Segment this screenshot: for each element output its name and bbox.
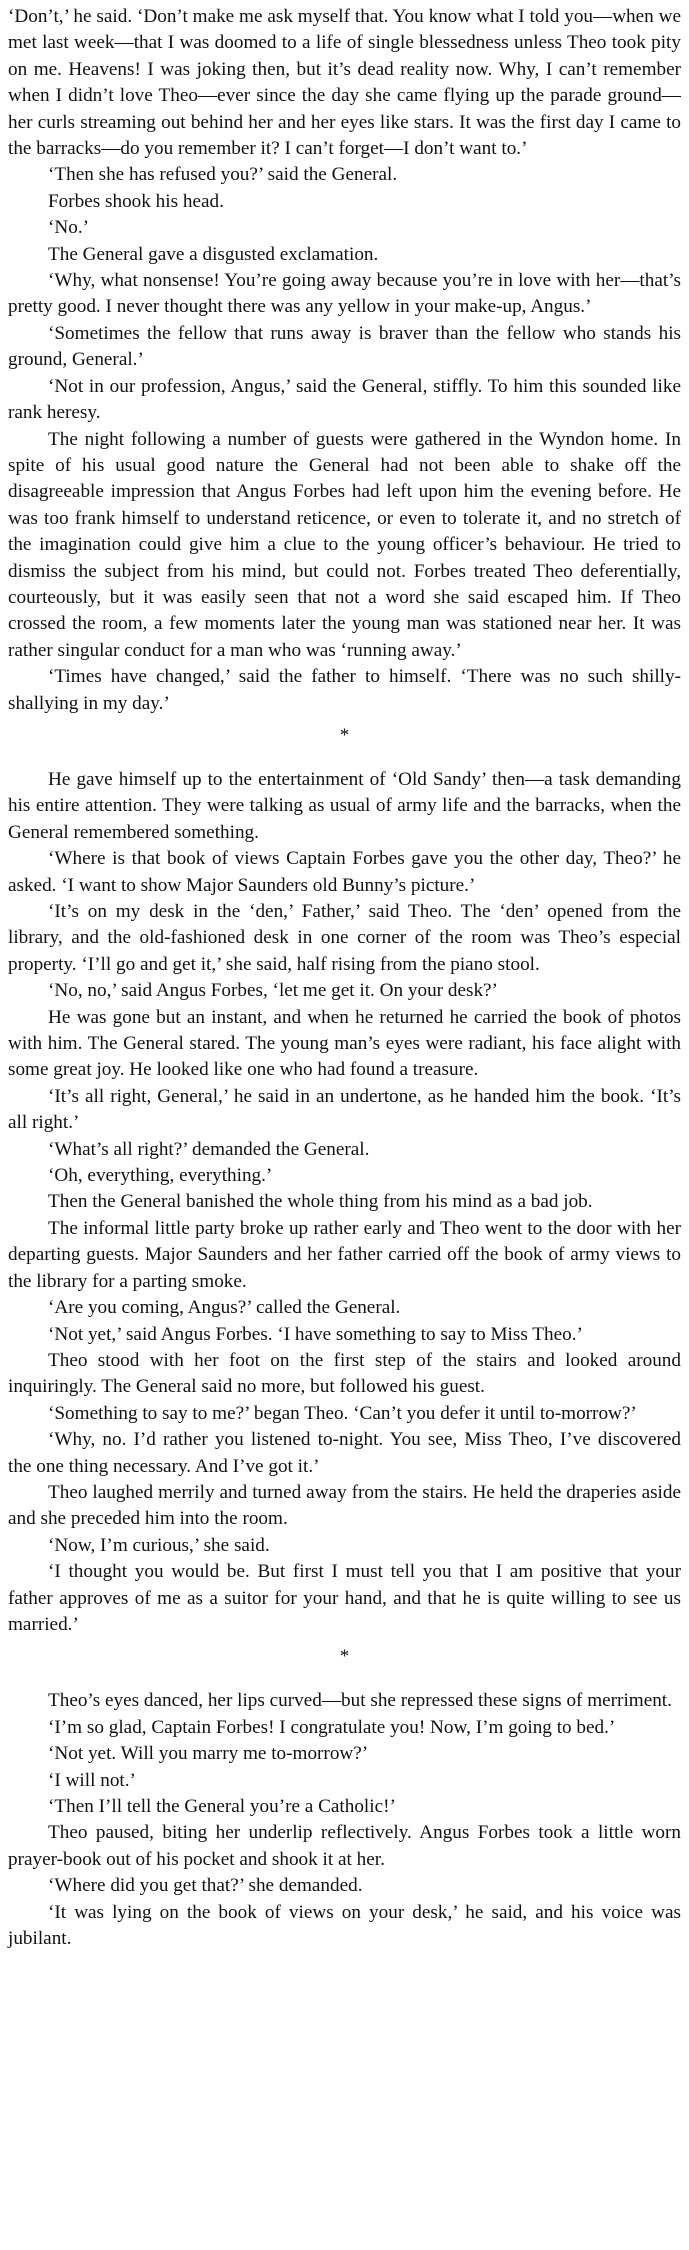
paragraph: ‘Then I’ll tell the General you’re a Catholic!’: [48, 1796, 396, 1817]
paragraph: The informal little party broke up rather early and Theo went to the door with her departing guests. Major Saunders and her father carried off the book of army views to the library for a parting smoke.: [8, 1217, 681, 1292]
story-part-1: [8, 4, 681, 717]
paragraph: ‘Where is that book of views Captain Forbes gave you the other day, Theo?’ he asked. ‘I want to show Major Saunders old Bunny’s picture.’: [8, 848, 681, 896]
paragraph: ‘It was lying on the book of views on your desk,’ he said, and his voice was jubilant.: [8, 1901, 681, 1950]
paragraph: Forbes shook his head.: [48, 190, 224, 212]
paragraph: Theo laughed merrily and turned away from the stairs. He held the draperies aside and she preceded him into the room.: [8, 1481, 681, 1530]
paragraph: ‘Something to say to me?’ began Theo. ‘Can’t you defer it until to-morrow?’: [48, 1402, 637, 1424]
paragraph: ‘Times have changed,’ said the father to himself. ‘There was no such shilly-shallying in my day.’: [8, 666, 681, 714]
paragraph: He gave himself up to the entertainment of ‘Old Sandy’ then—a task demanding his entire attention. They were talking as usual of army life and the barracks, when the General remembered something.: [8, 768, 681, 843]
paragraph: Then the General banished the whole thing from his mind as a bad job.: [48, 1191, 593, 1213]
paragraph: ‘Why, what nonsense! You’re going away because you’re in love with her—that’s pretty good. I never thought there was any yellow in your make-up, Angus.’: [8, 270, 681, 318]
story-part-3: [8, 1688, 681, 1952]
paragraph: ‘I will not.’: [48, 1769, 136, 1791]
section-separator: *: [339, 724, 350, 746]
paragraph: ‘It’s all right, General,’ he said in an undertone, as he handed him the book. ‘It’s all right.’: [8, 1085, 681, 1134]
paragraph: ‘Where did you get that?’ she demanded.: [48, 1875, 363, 1897]
paragraph: The General gave a disgusted exclamation.: [48, 243, 379, 265]
paragraph: ‘I thought you would be. But first I must tell you that I am positive that your father approves of me as a suitor for your hand, and that he is quite willing to see us married.’: [8, 1561, 681, 1635]
paragraph: Theo paused, biting her underlip reflectively. Angus Forbes took a little worn prayer-book out of his pocket and shook it at her.: [8, 1822, 681, 1870]
paragraph: ‘Then she has refused you?’ said the General.: [48, 164, 398, 186]
paragraph: ‘No, no,’ said Angus Forbes, ‘let me get it. On your desk?’: [48, 980, 498, 1002]
paragraph: Theo’s eyes danced, her lips curved—but she repressed these signs of merriment.: [48, 1690, 672, 1712]
paragraph: ‘Not yet,’ said Angus Forbes. ‘I have something to say to Miss Theo.’: [48, 1323, 583, 1345]
story-part-2: [8, 767, 681, 1638]
section-separator: *: [339, 1646, 350, 1668]
paragraph: ‘I’m so glad, Captain Forbes! I congratulate you! Now, I’m going to bed.’: [48, 1716, 616, 1738]
paragraph: ‘It’s on my desk in the ‘den,’ Father,’ said Theo. The ‘den’ opened from the library, and the old-fashioned desk in one corner of the room was Theo’s especial property. ‘I’ll go and get it,’ she said, half rising from the piano stool.: [8, 901, 681, 975]
paragraph: ‘Now, I’m curious,’ she said.: [48, 1534, 270, 1556]
paragraph: He was gone but an instant, and when he returned he carried the book of photos with him. The General stared. The young man’s eyes were radiant, his face alight with some great joy. He looked like one who had found a treasure.: [8, 1006, 681, 1081]
paragraph: The night following a number of guests were gathered in the Wyndon home. In spite of his usual good nature the General had not been able to shake off the disagreeable impression that Angus Forbes had left upon him the evening before. He was too frank himself to understand reticence, or even to tolerate it, and no stretch of the imagination could give him a clue to the young officer’s behaviour. He tried to dismiss the subject from his mind, but could not. Forbes treated Theo deferentially, courteously, but it was easily seen that not a word she said escaped him. If Theo crossed the room, a few moments later the young man was stationed near her. It was rather singular conduct for a man who was ‘running away.’: [8, 428, 681, 661]
paragraph: ‘Are you coming, Angus?’ called the General.: [48, 1297, 401, 1319]
paragraph: ‘No.’: [48, 217, 90, 239]
paragraph: ‘What’s all right?’ demanded the General.: [48, 1138, 370, 1160]
paragraph: ‘Don’t,’ he said. ‘Don’t make me ask myself that. You know what I told you—when we met last week—that I was doomed to a life of single blessedness unless Theo took pity on me. Heavens! I was joking then, but it’s dead reality now. Why, I can’t remember when I didn’t love Theo—ever since the day she came flying up the parade ground—her curls streaming out behind her and her eyes like stars. It was the first day I came to the barracks—do you remember it? I can’t forget—I don’t want to.’: [8, 6, 681, 160]
paragraph: ‘Why, no. I’d rather you listened to-night. You see, Miss Theo, I’ve discovered the one thing necessary. And I’ve got it.’: [8, 1429, 681, 1477]
paragraph: ‘Sometimes the fellow that runs away is braver than the fellow who stands his ground, General.’: [8, 322, 681, 371]
paragraph: ‘Not in our profession, Angus,’ said the General, stiffly. To him this sounded like rank heresy.: [8, 375, 681, 424]
paragraph: ‘Not yet. Will you marry me to-morrow?’: [48, 1743, 369, 1765]
paragraph: ‘Oh, everything, everything.’: [48, 1165, 273, 1187]
paragraph: Theo stood with her foot on the first step of the stairs and looked around inquiringly. The General said no more, but followed his guest.: [8, 1349, 681, 1398]
